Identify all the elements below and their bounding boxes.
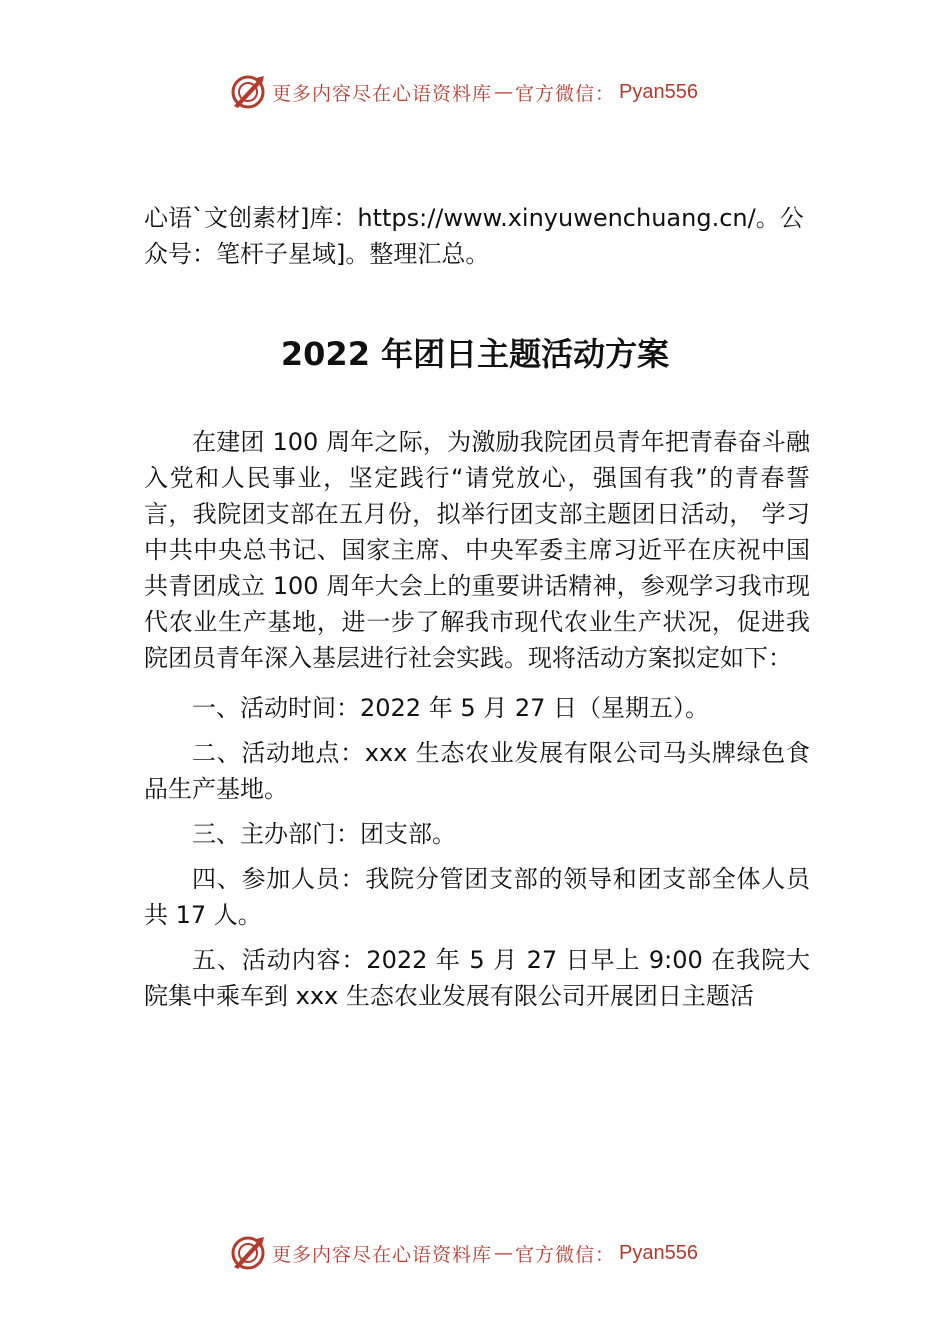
- intro-text: 心语`文创素材]库：https://www.xinyuwenchuang.cn/。公众号：笔杆子星域]。整理汇总。: [144, 204, 804, 268]
- header-banner: [228, 70, 748, 114]
- footer-banner: [228, 1231, 748, 1275]
- banner-text: 更多内容尽在心语资料库: [272, 1243, 493, 1266]
- banner-wechat-id: Pyan556: [619, 1241, 698, 1264]
- intro-block: [144, 200, 810, 272]
- banner-separator: —: [494, 81, 514, 103]
- page-title: 2022 年团日主题活动方案: [280, 335, 670, 373]
- item-content: 五、活动内容：2022 年 5 月 27 日早上 9:00 在我院大院集中乘车到 xxx 生态农业发展有限公司开展团日主题活: [144, 946, 810, 1010]
- main-paragraph: 在建团 100 周年之际，为激励我院团员青年把青春奋斗融入党和人民事业，坚定践行“请党放心，强国有我”的青春誓言，我院团支部在五月份，拟举行团支部主题团日活动， 学习中共中央总书记、国家主席、中央军委主席习近平在庆祝中国共青团成立 100 周年大会上的重要讲话精神，参观学习我市现代农业生产基地，进一步了解我市现代农业生产状况，促进我院团员青年深入基层进行社会实践。现将活动方案拟定如下：: [144, 428, 810, 672]
- logo-icon: [228, 72, 268, 112]
- banner-text: 更多内容尽在心语资料库: [272, 82, 493, 105]
- banner-wechat-label: 官方微信：: [515, 1243, 616, 1266]
- item-time: 一、活动时间：2022 年 5 月 27 日（星期五）。: [192, 694, 710, 722]
- banner-separator: —: [494, 1242, 514, 1264]
- document-body: [144, 424, 810, 1023]
- logo-icon: [228, 1233, 268, 1273]
- banner-wechat-id: Pyan556: [619, 80, 698, 103]
- item-participants: 四、参加人员：我院分管团支部的领导和团支部全体人员共 17 人。: [144, 865, 810, 929]
- item-organizer: 三、主办部门：团支部。: [192, 820, 456, 848]
- banner-wechat-label: 官方微信：: [515, 82, 616, 105]
- item-location: 二、活动地点：xxx 生态农业发展有限公司马头牌绿色食品生产基地。: [144, 739, 810, 803]
